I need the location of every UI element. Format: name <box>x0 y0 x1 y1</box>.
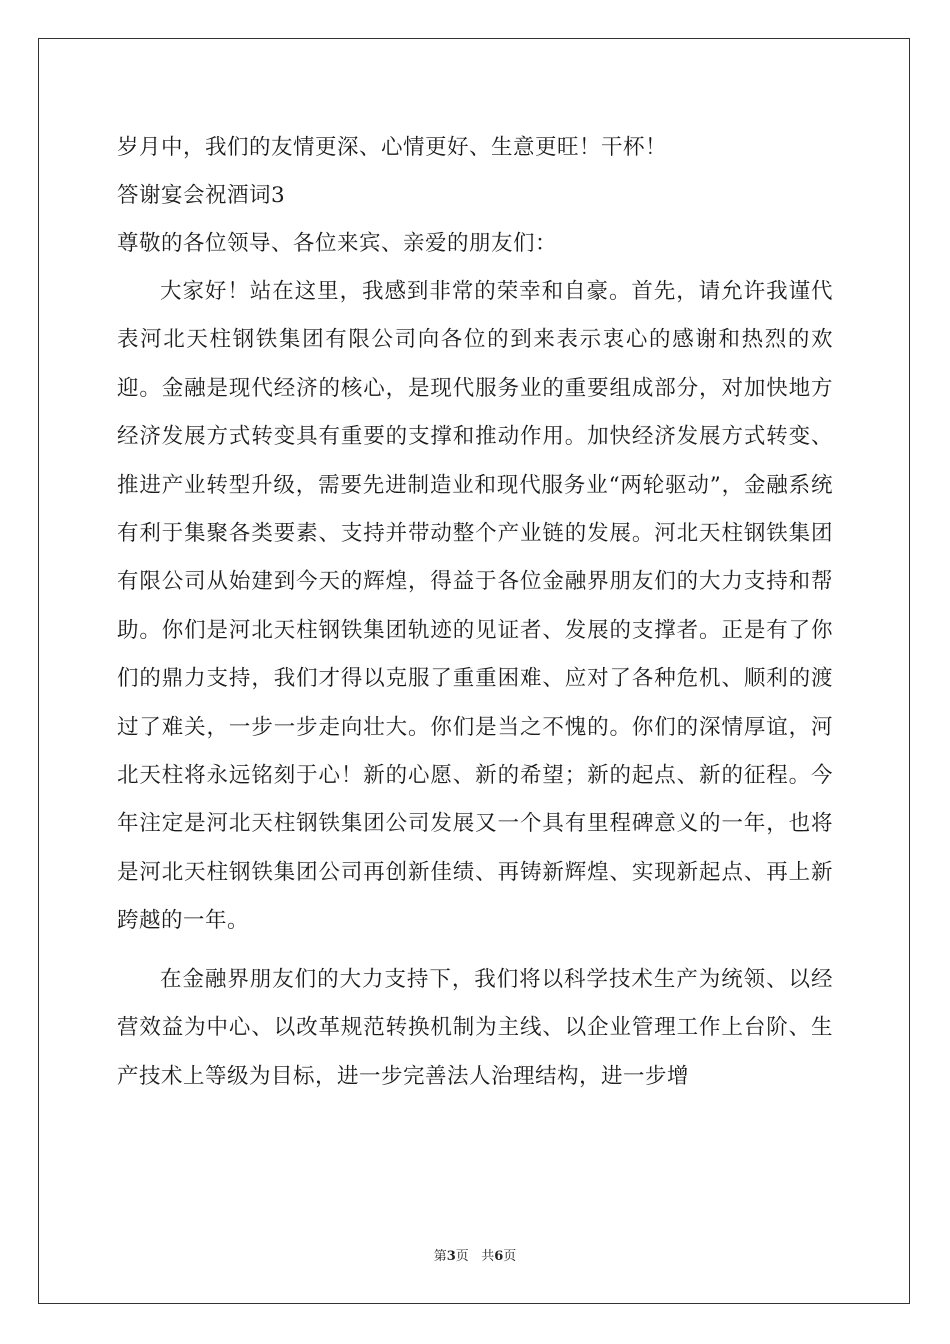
salutation: 尊敬的各位领导、各位来宾、亲爱的朋友们： <box>117 231 558 256</box>
document-body <box>117 124 833 1101</box>
page-total: 6 <box>494 1249 504 1264</box>
total-suffix: 页 <box>503 1249 517 1264</box>
page-prefix: 第 <box>433 1249 447 1264</box>
page-suffix: 页 <box>455 1249 469 1264</box>
page-current: 3 <box>446 1249 456 1264</box>
total-prefix: 共 <box>481 1249 495 1264</box>
paragraph: 大家好！站在这里，我感到非常的荣幸和自豪。首先，请允许我谨代表河北天柱钢铁集团有限公司向各位的到来表示衷心的感谢和热烈的欢迎。金融是现代经济的核心，是现代服务业的重要组成部分，对加快地方经济发展方式转变具有重要的支撑和推动作用。加快经济发展方式转变、推进产业转型升级，需要先进制造业和现代服务业“两轮驱动”，金融系统有利于集聚各类要素、支持并带动整个产业链的发展。河北天柱钢铁集团有限公司从始建到今天的辉煌，得益于各位金融界朋友们的大力支持和帮助。你们是河北天柱钢铁集团轨迹的见证者、发展的支撑者。正是有了你们的鼎力支持，我们才得以克服了重重困难、应对了各种危机、顺利的渡过了难关，一步一步走向壮大。你们是当之不愧的。你们的深情厚谊，河北天柱将永远铭刻于心！新的心愿、新的希望；新的起点、新的征程。今年注定是河北天柱钢铁集团公司发展又一个具有里程碑意义的一年，也将是河北天柱钢铁集团公司再创新佳绩、再铸新辉煌、实现新起点、再上新跨越的一年。 <box>117 279 833 934</box>
paragraph: 在金融界朋友们的大力支持下，我们将以科学技术生产为统领、以经营效益为中心、以改革规范转换机制为主线、以企业管理工作上台阶、生产技术上等级为目标，进一步完善法人治理结构，进一步增 <box>117 966 833 1089</box>
page-footer <box>0 1245 950 1264</box>
section-title: 答谢宴会祝酒词3 <box>117 183 286 208</box>
text-line: 岁月中，我们的友情更深、心情更好、生意更旺！干杯！ <box>117 135 668 160</box>
